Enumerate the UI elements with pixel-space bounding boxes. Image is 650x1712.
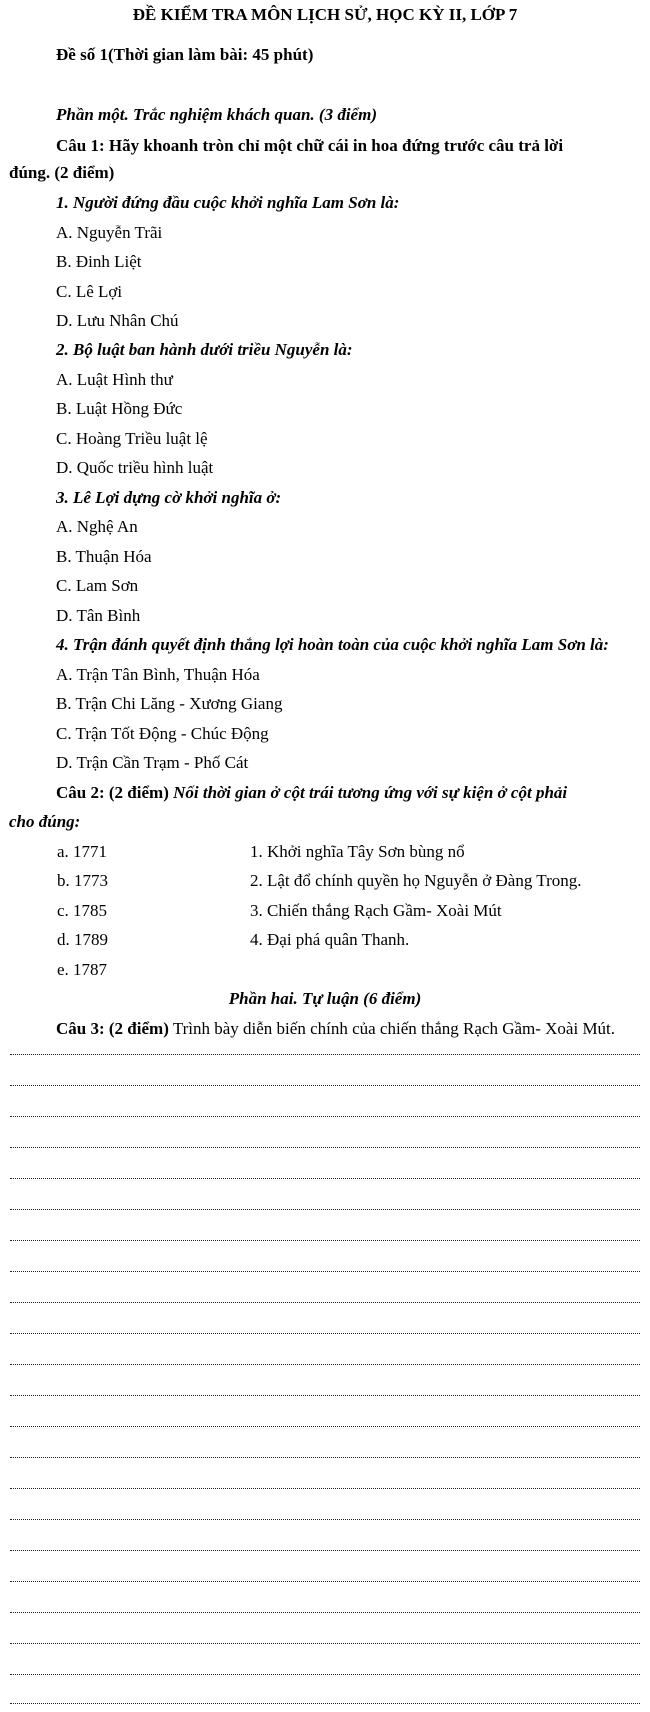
answer-option[interactable]: D. Quốc triều hình luật <box>56 458 214 477</box>
match-left-item[interactable]: c. 1785 <box>57 901 108 920</box>
answer-option[interactable]: C. Hoàng Triều luật lệ <box>56 429 208 448</box>
answer-option[interactable]: B. Đinh Liệt <box>56 252 142 271</box>
answer-option[interactable]: B. Luật Hồng Đức <box>56 399 183 418</box>
subquestion-2-stem: 2. Bộ luật ban hành dưới triều Nguyễn là: <box>56 340 353 359</box>
answer-option[interactable]: D. Trận Cần Trạm - Phố Cát <box>56 753 249 772</box>
answer-option[interactable]: C. Lam Sơn <box>56 576 139 595</box>
answer-line[interactable] <box>10 1240 640 1241</box>
question-3-text: Trình bày diễn biến chính của chiến thắng Rạch Gầm- Xoài Mút. <box>172 1019 616 1038</box>
answer-option[interactable]: B. Thuận Hóa <box>56 547 152 566</box>
answer-line[interactable] <box>10 1209 640 1210</box>
question-3-prompt <box>56 1018 615 1040</box>
answer-line[interactable] <box>10 1643 640 1644</box>
answer-option[interactable]: A. Trận Tân Bình, Thuận Hóa <box>56 665 260 684</box>
answer-line[interactable] <box>10 1550 640 1551</box>
answer-line[interactable] <box>10 1085 640 1086</box>
answer-line[interactable] <box>10 1519 640 1520</box>
answer-option[interactable]: A. Nghệ An <box>56 517 138 536</box>
part2-heading: Phần hai. Tự luận (6 điểm) <box>228 989 422 1008</box>
answer-line[interactable] <box>10 1395 640 1396</box>
answer-line[interactable] <box>10 1674 640 1675</box>
answer-option[interactable]: B. Trận Chi Lăng - Xương Giang <box>56 694 283 713</box>
question-2-text: Nối thời gian ở cột trái tương ứng với sự kiện ở cột phải <box>173 783 568 802</box>
answer-line[interactable] <box>10 1364 640 1365</box>
answer-line[interactable] <box>10 1054 640 1055</box>
page-title: ĐỀ KIỂM TRA MÔN LỊCH SỬ, HỌC KỲ II, LỚP 7 <box>132 5 518 24</box>
answer-option[interactable]: D. Tân Bình <box>56 606 141 625</box>
match-right-item[interactable]: 1. Khởi nghĩa Tây Sơn bùng nổ <box>250 842 465 861</box>
question-1-label: Câu 1: <box>56 136 105 155</box>
answer-option[interactable]: A. Nguyễn Trãi <box>56 223 163 242</box>
answer-line[interactable] <box>10 1116 640 1117</box>
answer-line[interactable] <box>10 1271 640 1272</box>
subquestion-1-stem: 1. Người đứng đầu cuộc khởi nghĩa Lam Sơn là: <box>56 193 400 212</box>
answer-line[interactable] <box>10 1147 640 1148</box>
question-2-text-cont: cho đúng: <box>9 812 81 831</box>
answer-option[interactable]: C. Lê Lợi <box>56 282 123 301</box>
answer-line[interactable] <box>10 1703 640 1704</box>
question-1-text: Hãy khoanh tròn chỉ một chữ cái in hoa đứng trước câu trả lời <box>108 136 564 155</box>
part1-heading: Phần một. Trắc nghiệm khách quan. (3 điểm) <box>56 105 377 124</box>
subquestion-4-stem: 4. Trận đánh quyết định thắng lợi hoàn toàn của cuộc khởi nghĩa Lam Sơn là: <box>56 635 609 654</box>
match-left-item[interactable]: d. 1789 <box>57 930 108 949</box>
answer-line[interactable] <box>10 1426 640 1427</box>
question-1-text-cont: đúng. (2 điểm) <box>9 163 115 182</box>
answer-option[interactable]: C. Trận Tốt Động - Chúc Động <box>56 724 269 743</box>
exam-subtitle: Đề số 1(Thời gian làm bài: 45 phút) <box>56 45 314 64</box>
question-2-label: Câu 2: (2 điểm) <box>56 783 169 802</box>
subquestion-3-stem: 3. Lê Lợi dựng cờ khởi nghĩa ở: <box>56 488 282 507</box>
answer-line[interactable] <box>10 1581 640 1582</box>
answer-option[interactable]: A. Luật Hình thư <box>56 370 173 389</box>
match-left-item[interactable]: a. 1771 <box>57 842 108 861</box>
answer-line[interactable] <box>10 1612 640 1613</box>
question-3-label: Câu 3: (2 điểm) <box>56 1019 169 1038</box>
answer-line[interactable] <box>10 1302 640 1303</box>
match-left-item[interactable]: b. 1773 <box>57 871 108 890</box>
match-right-item[interactable]: 2. Lật đổ chính quyền họ Nguyễn ở Đàng Trong. <box>250 871 582 890</box>
match-right-item[interactable]: 4. Đại phá quân Thanh. <box>250 930 410 949</box>
match-left-item[interactable]: e. 1787 <box>57 960 108 979</box>
answer-line[interactable] <box>10 1333 640 1334</box>
answer-line[interactable] <box>10 1178 640 1179</box>
answer-option[interactable]: D. Lưu Nhân Chú <box>56 311 179 330</box>
match-right-item[interactable]: 3. Chiến thắng Rạch Gầm- Xoài Mút <box>250 901 502 920</box>
answer-line[interactable] <box>10 1488 640 1489</box>
question-2-prompt <box>56 782 567 804</box>
question-1-prompt <box>56 135 563 157</box>
answer-line[interactable] <box>10 1457 640 1458</box>
